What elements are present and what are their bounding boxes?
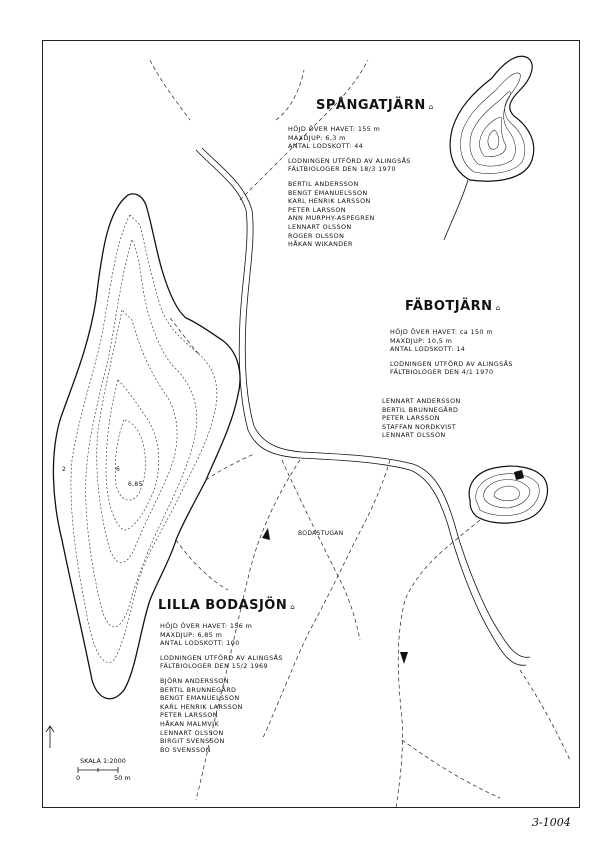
fabotjarn-survey-1: LODNINGEN UTFÖRD AV ALINGSÅS: [390, 359, 513, 368]
scale-end: 50 m: [114, 774, 131, 782]
fabotjarn-title: [405, 299, 501, 314]
spangatjarn-name: SPÅNGATJÄRN: [316, 98, 426, 113]
lillabodasjon-soundings: ANTAL LODSKOTT: 100: [160, 639, 240, 648]
scale-zero: 0: [76, 774, 81, 782]
lillabodasjon-elevation: HÖJD ÖVER HAVET: 156 m: [160, 622, 253, 630]
lillabodasjon-person: LENNART OLSSON: [160, 728, 224, 737]
lillabodasjon-person: BO SVENSSON: [160, 745, 211, 754]
spangatjarn-person: LENNART OLSSON: [288, 222, 352, 231]
fabotjarn-person: LENNART OLSSON: [382, 431, 446, 440]
spangatjarn-survey-1: LODNINGEN UTFÖRD AV ALINGSÅS: [288, 156, 411, 165]
depth-label-2: 2: [62, 466, 67, 473]
fabotjarn-person: PETER LARSSON: [382, 414, 440, 423]
fabotjarn-person: BERTIL BRUNNEGÅRD: [382, 405, 459, 414]
fabotjarn-person: LENNART ANDERSSON: [382, 397, 461, 405]
lillabodasjon-person: KARL HENRIK LARSSON: [160, 702, 243, 711]
fabotjarn-soundings: ANTAL LODSKOTT: 14: [390, 345, 466, 354]
fabotjarn-elevation: HÖJD ÖVER HAVET: ca 150 m: [390, 328, 493, 336]
spangatjarn-title: [316, 98, 434, 113]
spangatjarn-person: BENGT EMANUELSSON: [288, 188, 368, 197]
depth-label-6: 6: [116, 466, 121, 473]
spangatjarn-maxdepth: MAXDJUP: 6,3 m: [288, 133, 346, 142]
max-depth-label: 6,85: [128, 481, 143, 488]
lillabodasjon-mark: ⌂: [290, 603, 296, 611]
spangatjarn-elevation: HÖJD ÖVER HAVET: 155 m: [288, 125, 381, 133]
spangatjarn-person: ANN MURPHY-ASPEGREN: [288, 214, 375, 223]
sheet-number: 3-1004: [532, 816, 571, 829]
lillabodasjon-survey-1: LODNINGEN UTFÖRD AV ALINGSÅS: [160, 653, 283, 662]
lillabodasjon-info: [160, 622, 283, 754]
fabotjarn-survey-2: FÄLTBIOLOGER DEN 4/1 1970: [390, 368, 494, 377]
fabotjarn-name: FÄBOTJÄRN: [405, 299, 493, 314]
lillabodasjon-person: BENGT EMANUELSSON: [160, 694, 240, 703]
lillabodasjon-person: BJÖRN ANDERSSON: [160, 676, 230, 685]
spangatjarn-mark: ⌂: [428, 103, 434, 111]
lillabodasjon-person: BIRGIT SVENSSON: [160, 737, 225, 746]
lillabodasjon-person: PETER LARSSON: [160, 711, 218, 720]
lillabodasjon-title: [158, 598, 295, 613]
spangatjarn-info: [288, 125, 411, 249]
fabotjarn-maxdepth: MAXDJUP: 10,5 m: [390, 336, 453, 345]
spangatjarn-person: KARL HENRIK LARSSON: [288, 197, 371, 206]
spangatjarn-person: PETER LARSSON: [288, 205, 346, 214]
bodastugan-label: BODASTUGAN: [298, 530, 344, 537]
lillabodasjon-person: HÅKAN MALMVIK: [160, 719, 220, 728]
spangatjarn-person: BERTIL ANDERSSON: [288, 179, 359, 188]
lillabodasjon-name: LILLA BODASJÖN: [158, 598, 288, 613]
spangatjarn-person: HÅKAN WIKANDER: [288, 240, 353, 249]
scale-label: SKALA 1:2000: [80, 757, 126, 765]
spangatjarn-soundings: ANTAL LODSKOTT: 44: [288, 142, 364, 151]
fabotjarn-info: [390, 328, 513, 377]
lillabodasjon-survey-2: FÄLTBIOLOGER DEN 15/2 1969: [160, 662, 268, 671]
spangatjarn-person: ROGER OLSSON: [288, 231, 345, 240]
spangatjarn-survey-2: FÄLTBIOLOGER DEN 18/3 1970: [288, 165, 396, 174]
fabotjarn-mark: ⌂: [495, 304, 501, 312]
lillabodasjon-maxdepth: MAXDJUP: 6,85 m: [160, 630, 223, 639]
lillabodasjon-person: BERTIL BRUNNEGÅRD: [160, 685, 237, 694]
fabotjarn-people: [382, 397, 461, 440]
fabotjarn-person: STAFFAN NORDKVIST: [382, 422, 457, 431]
